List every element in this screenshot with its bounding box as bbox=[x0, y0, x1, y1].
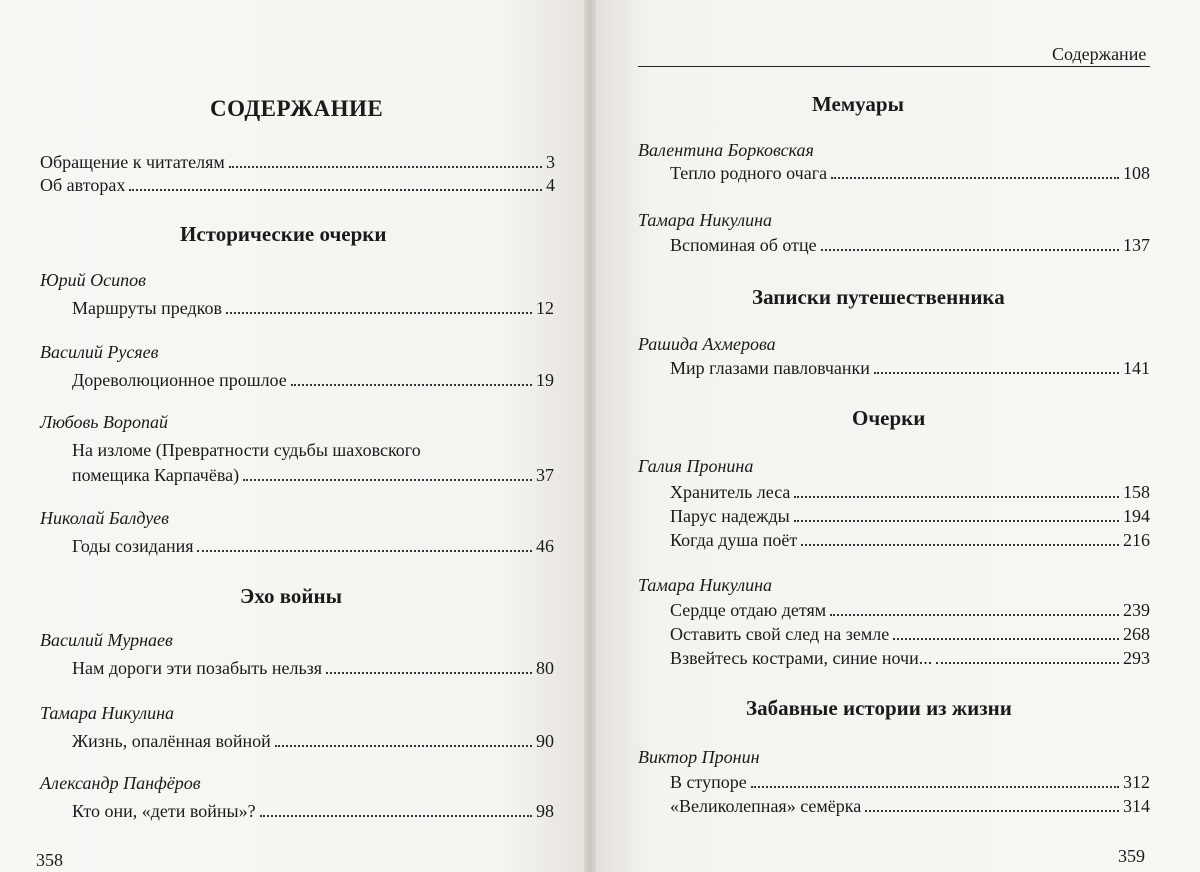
leader-dots bbox=[893, 638, 1119, 640]
author-name: Виктор Пронин bbox=[638, 747, 760, 767]
leader-dots bbox=[243, 479, 532, 481]
toc-entry bbox=[670, 624, 1150, 646]
leader-dots bbox=[831, 177, 1119, 179]
author-name: Василий Мурнаев bbox=[40, 630, 173, 650]
toc-entry bbox=[670, 600, 1150, 622]
toc-page-number: 90 bbox=[536, 731, 554, 751]
toc-entry-title: Жизнь, опалённая войной bbox=[72, 731, 271, 751]
header-rule bbox=[638, 66, 1150, 67]
toc-entry-title: Мир глазами павловчанки bbox=[670, 358, 870, 378]
author-name: Тамара Никулина bbox=[638, 210, 773, 230]
leader-dots bbox=[129, 189, 542, 191]
leader-dots bbox=[226, 312, 532, 314]
toc-page-number: 12 bbox=[536, 298, 554, 318]
section-heading: Исторические очерки bbox=[180, 222, 387, 246]
leader-dots bbox=[801, 544, 1119, 546]
toc-entry bbox=[670, 235, 1150, 257]
toc-entry bbox=[72, 298, 554, 320]
contents-title: СОДЕРЖАНИЕ bbox=[210, 96, 384, 121]
leader-dots bbox=[229, 166, 542, 168]
toc-entry bbox=[72, 658, 554, 680]
toc-page-number: 80 bbox=[536, 658, 554, 678]
author-name: Тамара Никулина bbox=[40, 703, 175, 723]
toc-entry-title: Дореволюционное прошлое bbox=[72, 370, 287, 390]
toc-entry-title: Оставить свой след на земле bbox=[670, 624, 890, 644]
toc-entry-title: Когда душа поёт bbox=[670, 530, 798, 550]
toc-entry-front bbox=[40, 175, 555, 197]
toc-page-number: 4 bbox=[546, 175, 555, 195]
author-name: Юрий Осипов bbox=[40, 270, 146, 290]
toc-entry-title: Обращение к читателям bbox=[40, 152, 225, 172]
toc-page-number: 312 bbox=[1123, 772, 1150, 792]
toc-entry-title: Взвейтесь кострами, синие ночи... bbox=[670, 648, 933, 668]
running-head: Содержание bbox=[1052, 44, 1147, 64]
book-gutter bbox=[584, 0, 596, 872]
toc-page-number: 137 bbox=[1123, 235, 1150, 255]
author-name: Любовь Воропай bbox=[40, 412, 168, 432]
toc-entry bbox=[72, 536, 554, 558]
toc-entry bbox=[72, 465, 554, 487]
leader-dots bbox=[794, 520, 1119, 522]
toc-entry bbox=[670, 482, 1150, 504]
author-name: Галия Пронина bbox=[638, 456, 754, 476]
section-heading: Забавные истории из жизни bbox=[746, 696, 1012, 720]
toc-entry bbox=[670, 772, 1150, 794]
toc-page-number: 141 bbox=[1123, 358, 1150, 378]
toc-entry-title-line1: На изломе (Превратности судьбы шаховского bbox=[72, 440, 421, 460]
toc-page-number: 158 bbox=[1123, 482, 1150, 502]
leader-dots bbox=[830, 614, 1119, 616]
toc-entry-title: «Великолепная» семёрка bbox=[670, 796, 862, 816]
toc-entry bbox=[670, 530, 1150, 552]
toc-entry bbox=[72, 731, 554, 753]
leader-dots bbox=[865, 810, 1119, 812]
toc-entry-title: Вспоминая об отце bbox=[670, 235, 817, 255]
toc-entry-title: Парус надежды bbox=[670, 506, 790, 526]
toc-page-number: 98 bbox=[536, 801, 554, 821]
toc-entry-title: Кто они, «дети войны»? bbox=[72, 801, 256, 821]
leader-dots bbox=[874, 372, 1119, 374]
toc-entry-title: Об авторах bbox=[40, 175, 126, 195]
toc-page-number: 239 bbox=[1123, 600, 1150, 620]
toc-entry bbox=[72, 801, 554, 823]
toc-entry-title: помещика Карпачёва) bbox=[72, 465, 240, 485]
author-name: Василий Русяев bbox=[40, 342, 159, 362]
section-heading: Очерки bbox=[852, 406, 926, 430]
leader-dots bbox=[936, 662, 1119, 664]
toc-entry-title: Маршруты предков bbox=[72, 298, 222, 318]
toc-page-number: 314 bbox=[1123, 796, 1150, 816]
toc-page-number: 3 bbox=[546, 152, 555, 172]
author-name: Николай Балдуев bbox=[40, 508, 169, 528]
author-name: Тамара Никулина bbox=[638, 575, 773, 595]
toc-entry-title: Годы созидания bbox=[72, 536, 194, 556]
right-page bbox=[592, 0, 1200, 872]
toc-entry bbox=[670, 358, 1150, 380]
author-name: Александр Панфёров bbox=[40, 773, 201, 793]
section-heading: Мемуары bbox=[812, 92, 904, 116]
toc-entry bbox=[670, 506, 1150, 528]
toc-entry-title: В ступоре bbox=[670, 772, 747, 792]
toc-entry bbox=[670, 796, 1150, 818]
page-number-right: 359 bbox=[1118, 846, 1145, 866]
toc-page-number: 293 bbox=[1123, 648, 1150, 668]
toc-entry-title: Хранитель леса bbox=[670, 482, 791, 502]
toc-page-number: 108 bbox=[1123, 163, 1150, 183]
section-heading: Эхо войны bbox=[240, 584, 342, 608]
leader-dots bbox=[260, 815, 532, 817]
toc-page-number: 19 bbox=[536, 370, 554, 390]
section-heading: Записки путешественника bbox=[752, 285, 1005, 309]
leader-dots bbox=[751, 786, 1119, 788]
toc-entry-title: Тепло родного очага bbox=[670, 163, 828, 183]
toc-entry bbox=[670, 648, 1150, 670]
leader-dots bbox=[821, 249, 1119, 251]
toc-page-number: 194 bbox=[1123, 506, 1150, 526]
toc-entry-title: Сердце отдаю детям bbox=[670, 600, 827, 620]
leader-dots bbox=[291, 384, 532, 386]
page-number-left: 358 bbox=[36, 850, 63, 870]
toc-entry-title: Нам дороги эти позабыть нельзя bbox=[72, 658, 323, 678]
leader-dots bbox=[197, 550, 532, 552]
toc-page-number: 268 bbox=[1123, 624, 1150, 644]
toc-page-number: 37 bbox=[536, 465, 554, 485]
toc-page-number: 46 bbox=[536, 536, 554, 556]
leader-dots bbox=[326, 672, 532, 674]
toc-entry-front bbox=[40, 152, 555, 174]
leader-dots bbox=[275, 745, 532, 747]
toc-entry bbox=[72, 370, 554, 392]
toc-entry bbox=[670, 163, 1150, 185]
leader-dots bbox=[794, 496, 1119, 498]
toc-page-number: 216 bbox=[1123, 530, 1150, 550]
author-name: Валентина Борковская bbox=[638, 140, 814, 160]
author-name: Рашида Ахмерова bbox=[638, 334, 776, 354]
